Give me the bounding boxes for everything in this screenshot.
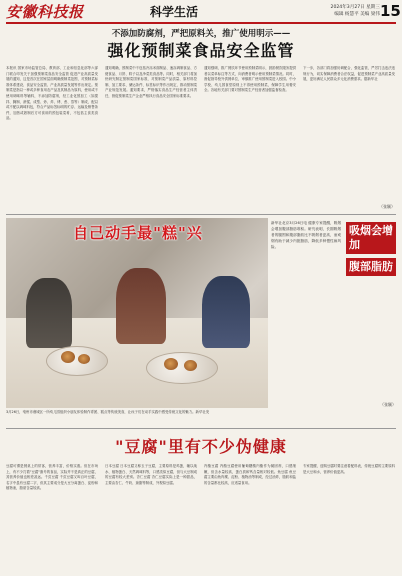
article1-byline: （张颖） bbox=[379, 204, 395, 209]
photo-food-2 bbox=[78, 354, 90, 364]
photo-food-3 bbox=[164, 358, 178, 370]
article1-column-2: 通知明确，预制菜中不包括冷冻米面制品、速冻调制食品、方便食品、月饼、粽子以及净菜类食品等。同时，相关部门将加快研究制定预制菜国家标准，对预制菜产品质量、原材料控制、加工要求、储运条件、标签标识等作出规定，推动预制菜产业规范发展。通知要求，严格落实食品生产经营者主体责任，督促预制菜生产企业严格执行食品安全国家标准要求。 bbox=[105, 66, 197, 98]
page-number: 15 bbox=[380, 2, 401, 20]
divider-2 bbox=[6, 428, 396, 429]
article1-column-3: 通知强调，推广餐饮环节使用预制菜明示，鼓励餐饮服务提供者以菜单标注等方式，向消费者明示使用预制菜情况。同时，督促指导校外供餐单位，审慎推广使用预制菜进入校园。中小学校、幼儿园食堂原则上不得使用预制菜，保障学生用餐安全。各地有关部门要对预制菜生产经营者加强监督检查。 bbox=[204, 66, 296, 93]
article2-column-3: 内酯豆腐 内酯豆腐使用葡萄糖酸内酯作为凝固剂，口感细嫩，但含水量较高，蛋白质和钙含量相对较低。鱼豆腐 鱼豆腐主要由鱼肉糜、淀粉、植物油等制成，经过油炸，脂肪和盐的含量都比较高，应适量食用。 bbox=[204, 464, 296, 485]
feature-overlay-title: 自己动手最"糕"兴 bbox=[73, 224, 203, 242]
section-title: 科学生活 bbox=[150, 5, 199, 19]
photo-food-4 bbox=[184, 360, 197, 371]
photo-food-1 bbox=[61, 351, 75, 363]
photo-child-1 bbox=[26, 278, 72, 348]
side-title-line-1: 吸烟会增加 bbox=[346, 222, 396, 254]
side-title-line-2: 腹部脂肪 bbox=[346, 258, 396, 276]
article2-column-1: 豆腐可谓是餐桌上的常客，营养丰富，价格实惠。但在市场上，有不少打着"豆腐"旗号的食品，实际并不是真正的豆腐，其营养价值也相差甚远。千页豆腐 千页豆腐又叫百叶豆腐，名字中虽有豆腐二字，但其主要成分是大豆分离蛋白、淀粉和植物油，脂肪含量较高。 bbox=[6, 464, 98, 491]
article2-headline: "豆腐"里有不少伪健康 bbox=[115, 437, 287, 456]
photo-bowl-2 bbox=[146, 352, 218, 384]
article1-body bbox=[6, 66, 396, 212]
issue-meta bbox=[262, 4, 380, 20]
feature-caption: 3月26日，亳州市谯城区一所幼儿园组织小朋友体验制作青团、糕点等传统美食，让孩子们在动手实践中感受传统文化的魅力。新华社发 bbox=[6, 410, 210, 414]
photo-bowl-1 bbox=[46, 346, 108, 376]
article1-column-4: 下一步，各部门将加强协调配合，强化监管，严厉打击违法违规行为，切实保障消费者合法权益，促进预制菜产业高质量发展，更好满足人民群众多元化消费需求。据新华社 bbox=[303, 66, 395, 82]
article2-column-4: 专家提醒，选购豆腐时要注意看配料表，传统豆腐的主要原料是大豆和水，营养价值更高。 bbox=[303, 464, 395, 474]
side-article-title bbox=[346, 222, 396, 352]
side-article-credit: （张颖） bbox=[380, 402, 396, 407]
article1-headline: 强化预制菜食品安全监管 bbox=[107, 41, 295, 60]
article1-kicker: 不添加防腐剂，严把原料关，推广使用明示—— bbox=[111, 29, 291, 39]
article2-body bbox=[6, 464, 396, 572]
issue-date: 2024年3月27日 星期三 bbox=[330, 5, 380, 10]
feature-photo bbox=[6, 218, 268, 408]
article1-column-1: 本报讯 国家市场监管总局、教育部、工业和信息化部等六部门联合印发关于加强预制菜食品安全监管 促进产业高质量发展的通知，这是首次在国家层面明确预制菜范围，对预制菜标准体系建设、食品安全监管、产业高质量发展等作出规定。预制菜是指以一种或多种食用农产品及其制品为原料，使用或不使用调味料等辅料，不添加防腐剂，经工业化预加工（如搅拌、腌制、滚揉、成型、炒、炸、烤、煮、蒸等）制成，配以或不配以调味料包，符合产品标签标明的贮存、运输及销售条件，加热或熟制后方可食用的预包装菜肴，不包括主食类食品。 bbox=[6, 66, 98, 121]
divider bbox=[6, 214, 396, 215]
photo-child-3 bbox=[202, 276, 250, 348]
masthead: 安徽科技报 bbox=[6, 3, 84, 21]
article2-column-2: 日本豆腐 日本豆腐又称玉子豆腐，主要原料是鸡蛋，辅以纯水、植物蛋白、天然调味料等，口感类似豆腐，但与大豆制成的豆腐有较大差别。杏仁豆腐 杏仁豆腐实际上是一种甜品，主要由杏仁、牛奶、琼脂等制成，外观似豆腐。 bbox=[105, 464, 197, 485]
issue-editors: 编辑 杨慧平 美编 梁伟 bbox=[334, 12, 380, 17]
header-rule bbox=[6, 22, 396, 24]
side-article-body: 新华社北京3月26日电 健康专家提醒，吸烟会增加腹部脂肪堆积。研究表明，长期吸烟者的腰围和腹部脂肪比不吸烟者更高，而戒烟有助于减少内脏脂肪，降低多种慢性病风险。 bbox=[271, 221, 341, 249]
photo-child-2 bbox=[116, 268, 166, 344]
